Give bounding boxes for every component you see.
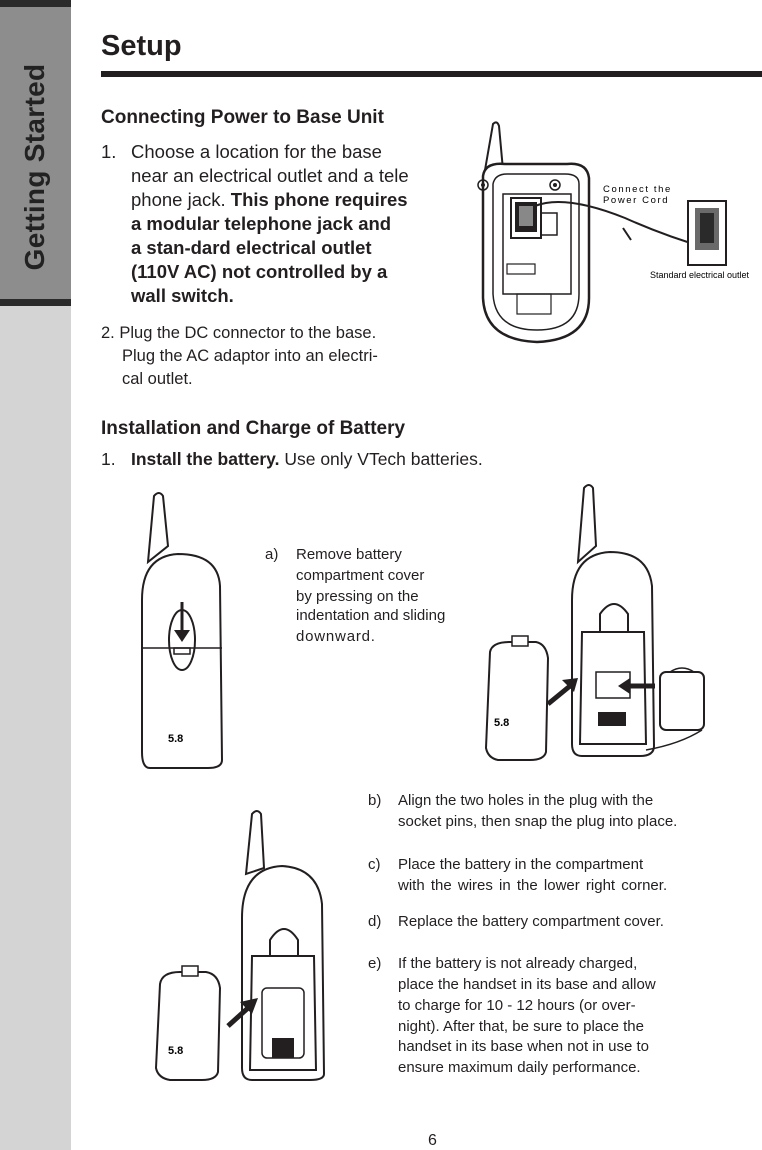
step-a-line4: indentation and sliding [296,607,446,624]
handset-logo-1: 5.8 [168,733,184,745]
base-unit-figure [445,118,762,350]
step-e-line4: night). After that, be sure to place the [398,1018,644,1035]
step-b-line1: Align the two holes in the plug with the [398,792,654,809]
battery-step1 [131,447,483,471]
step-e-letter: e) [368,955,382,972]
power-step1-bold-line4: wall switch. [131,285,234,306]
step-e-line3: to charge for 10 - 12 hours (or over- [398,997,636,1014]
step-e-line6: ensure maximum daily performance. [398,1059,641,1076]
power-step1-bold-line2: a stan-dard electrical outlet [131,237,372,258]
power-step1-number: 1. [101,141,117,162]
battery-heading: Installation and Charge of Battery [101,418,406,439]
handset-logo-3: 5.8 [168,1045,184,1057]
step-b-line2: socket pins, then snap the plug into place. [398,813,678,830]
step-c-line1: Place the battery in the compartment [398,856,644,873]
power-step1-line3 [131,188,408,212]
step-a-line5: downward. [296,628,376,645]
section-tab [0,0,71,306]
step-a-line1: Remove battery [296,546,402,563]
step-e-line5: handset in its base when not in use to [398,1038,650,1055]
step-a-line2: compartment cover [296,567,425,584]
section-tab-label: Getting Started [19,63,50,271]
step-b-letter: b) [368,792,382,809]
battery-step1-bold: Install the battery. [131,449,280,469]
handset-logo-2: 5.8 [494,717,510,729]
cord-label-line1: Connect the [603,184,672,195]
battery-step1-text: Use only VTech batteries. [279,449,483,469]
handset-back-figure [138,490,228,772]
step-c-letter: c) [368,856,381,873]
title-rule [101,71,762,77]
step-d-letter: d) [368,913,382,930]
step-a-line3: by pressing on the [296,588,419,605]
power-step2-line2: Plug the AC adaptor into an electri- [122,347,378,365]
battery-connect-figure [148,808,338,1084]
battery-step1-number: 1. [101,449,116,469]
step-a-letter: a) [265,546,279,563]
sidebar [0,0,71,1150]
battery-insert-figure [470,482,712,764]
step-c-line2: with the wires in the lower right corner. [398,877,668,894]
power-heading: Connecting Power to Base Unit [101,107,384,128]
power-step2-line3: cal outlet. [122,370,193,388]
power-step1-line2: near an electrical outlet and a tele [131,165,409,186]
power-step1-bold-inline: This phone requires [230,189,408,210]
page-number: 6 [428,1132,437,1149]
page-title: Setup [101,30,182,62]
power-step2-line1: 2. Plug the DC connector to the base. [101,324,377,342]
power-step1-line3-text: phone jack. [131,189,231,210]
power-step1-bold-line3: (110V AC) not controlled by a [131,261,388,282]
outlet-label: Standard electrical outlet [650,270,750,280]
step-d-line1: Replace the battery compartment cover. [398,913,664,930]
step-e-line2: place the handset in its base and allow [398,976,656,993]
power-step1-line1: Choose a location for the base [131,141,382,162]
cord-label-line2: Power Cord [603,195,670,206]
step-e-line1: If the battery is not already charged, [398,955,638,972]
power-step1-bold-line1: a modular telephone jack and [131,213,392,234]
